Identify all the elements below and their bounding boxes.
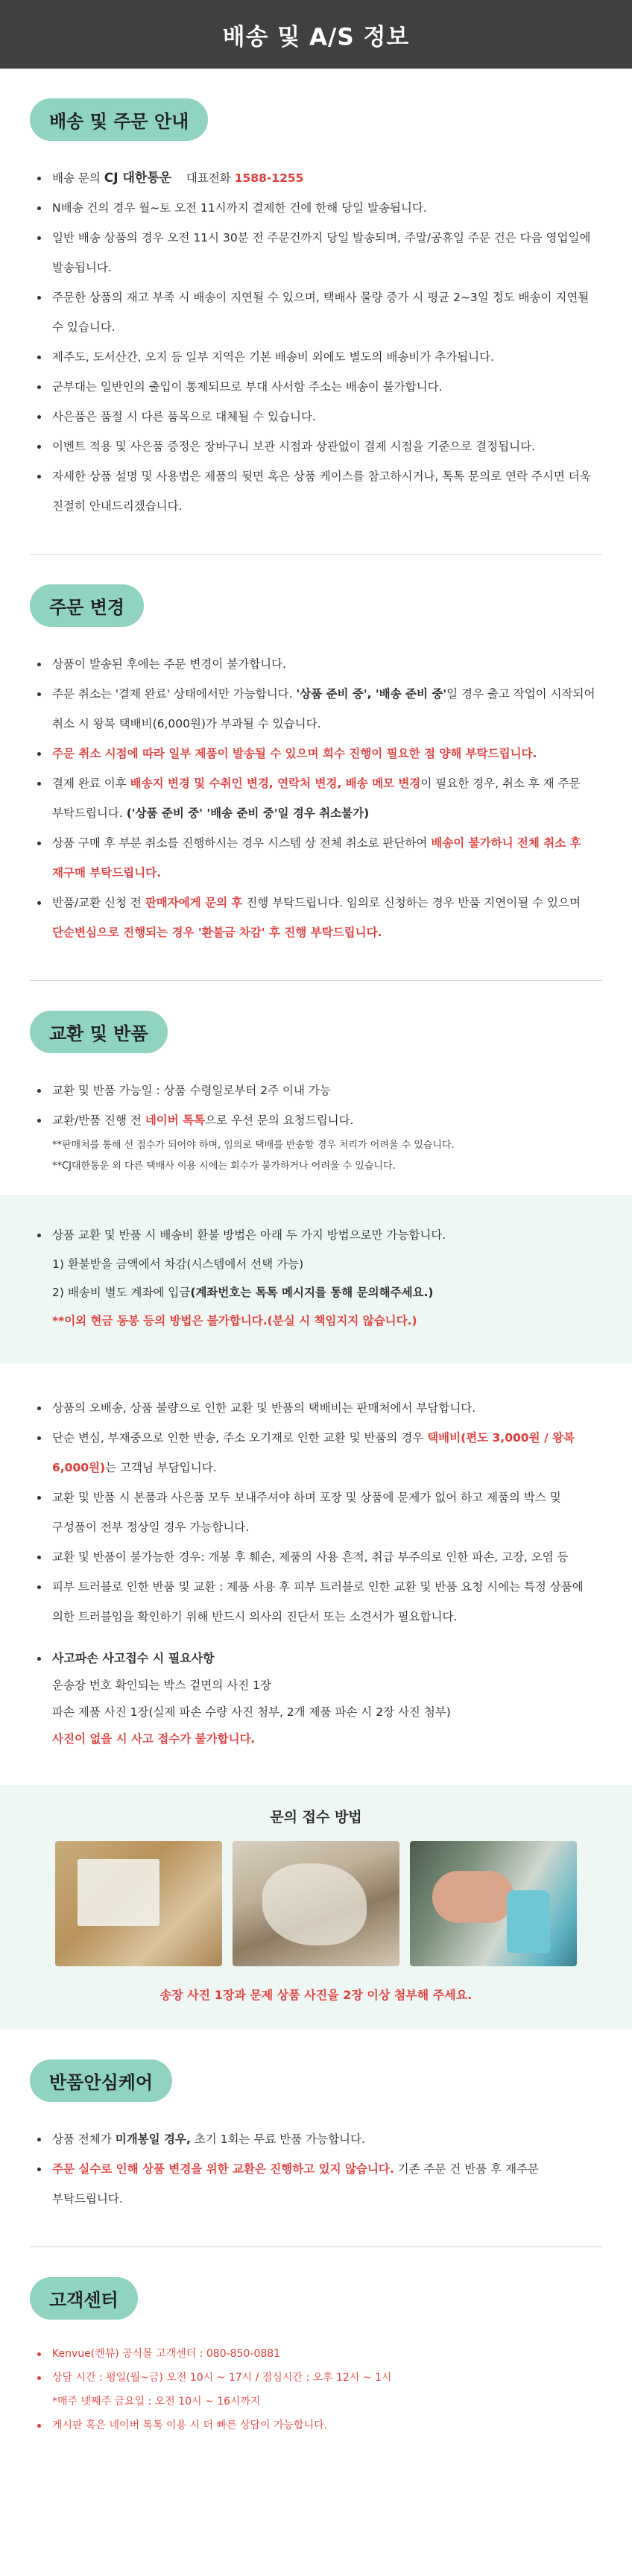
list-item: 자세한 상품 설명 및 사용법은 제품의 뒷면 혹은 상품 케이스를 참고하시거나, 톡톡 문의로 연락 주시면 더욱 친절히 안내드리겠습니다. [30,461,602,521]
list-item: 상담 시간 : 평일(월~금) 오전 10시 ~ 17시 / 점심시간 : 오후 12시 ~ 1시 [30,2366,602,2390]
text: 는 고객님 부담입니다. [105,1461,217,1474]
list-item [30,679,602,739]
list-item: 주문 취소 시점에 따라 일부 제품이 발송될 수 있으며 회수 진행이 필요한 점 양해 부탁드립니다. [30,739,602,768]
exchange-note: **CJ대한통운 외 다른 택배사 이용 시에는 회수가 불가하거나 어려울 수 있습니다. [52,1161,396,1172]
exchange-list [30,1076,602,1135]
return-care-section [0,2030,632,2247]
list-item: 일반 배송 상품의 경우 오전 11시 30분 전 주문건까지 당일 발송되며, 주말/공휴일 주문 건은 다음 영업일에 발송됩니다. [30,223,602,282]
list-item [30,888,602,947]
exchange-pill: 교환 및 반품 [30,1011,168,1053]
inquiry-title: 문의 접수 방법 [270,1809,362,1825]
text: 주문 취소는 '결제 완료' 상태에서만 가능합니다. [52,687,297,701]
text-red: 배송지 변경 및 수취인 변경, 연락처 변경, 배송 메모 변경 [130,777,421,790]
list-item [30,828,602,888]
text-bold: 미개봉일 경우, [115,2133,191,2146]
exchange-detail-section [0,1363,632,1785]
text: 반품/교환 신청 전 [52,896,145,909]
page-title: 배송 및 A/S 정보 [222,23,410,51]
text-red: 배송이 불가하니 전체 취소 후 재구매 부탁드립니다. [52,836,581,880]
shipping-pill: 배송 및 주문 안내 [30,98,208,141]
phone-number: 1588-1255 [234,171,304,185]
list-item: 주문한 상품의 재고 부족 시 배송이 지연될 수 있으며, 택배사 물량 증가 시 평균 2~3일 정도 배송이 지연될 수 있습니다. [30,282,602,342]
damaged-product-photo [410,1841,577,1966]
list-item: 이벤트 적용 및 사은품 증정은 장바구니 보관 시점과 상관없이 결제 시점을 기준으로 결정됩니다. [30,432,602,461]
inquiry-box [0,1785,632,2030]
refund-warning: **이외 현금 동봉 등의 방법은 불가합니다.(분실 시 책임지지 않습니다.) [52,1314,417,1328]
text: 교환/반품 진행 전 [52,1114,145,1127]
photo-row [30,1841,602,1966]
accident-title: 사고파손 사고접수 시 필요사항 [30,1645,602,1672]
exchange-detail-list [30,1393,602,1632]
list-item [30,1105,602,1135]
list-item [30,1423,602,1483]
text-bold: (계좌번호는 톡톡 메시지를 통해 문의해주세요.) [190,1286,434,1299]
list-item: 게시판 혹은 네이버 톡톡 이용 시 더 빠른 상담이 가능합니다. [30,2414,602,2437]
accident-warning: 사진이 없을 시 사고 접수가 불가합니다. [52,1732,256,1746]
list-item: 상품의 오배송, 상품 불량으로 인한 교환 및 반품의 택배비는 판매처에서 부담합니다. [30,1393,602,1423]
bottle-shape [507,1890,550,1953]
text-red: 단순변심으로 진행되는 경우 '환불금 차감' 후 진행 부탁드립니다. [52,926,382,939]
refund-method-list [30,1220,602,1250]
shipping-section [0,69,632,554]
inquiry-caption: 송장 사진 1장과 문제 상품 사진을 2장 이상 첨부해 주세요. [159,1988,473,2002]
list-item: N배송 건의 경우 월~토 오전 11시까지 결제한 건에 한해 당일 발송됩니다. [30,193,602,223]
text: 2) 배송비 별도 계좌에 입금 [52,1286,191,1299]
text-red: 택배비(편도 3,000원 / 왕복 6,000원) [52,1431,575,1474]
list-item: Kenvue(켄뷰) 공식몰 고객센터 : 080-850-0881 [30,2342,602,2366]
text: 초기 1회는 무료 반품 가능합니다. [190,2133,365,2146]
header-bar [0,0,632,69]
list-item: 교환 및 반품 시 본품과 사은품 모두 보내주셔야 하며 포장 및 상품에 문제가 없어 하고 제품의 박스 및 구성품이 전부 정상일 경우 가능합니다. [30,1483,602,1542]
text: 일 경우 출고 작업이 시작되어 취소 시 왕복 택배비(6,000원)가 부과될 수 있습니다. [52,687,595,730]
text: 상품 구매 후 부분 취소를 진행하시는 경우 시스템 상 전체 취소로 판단하여 [52,836,432,850]
list-item [30,2154,602,2214]
text-bold: '상품 준비 중', '배송 준비 중' [296,687,447,701]
list-item: 사은품은 품절 시 다른 품목으로 대체될 수 있습니다. [30,402,602,432]
return-care-list [30,2124,602,2214]
list-item: 상품이 발송된 후에는 주문 변경이 불가합니다. [30,649,602,679]
text: 기존 주문 건 반품 후 재주문 부탁드립니다. [52,2162,540,2206]
order-change-list [30,649,602,947]
shipping-list [30,163,602,521]
list-item: 상품 교환 및 반품 시 배송비 환불 방법은 아래 두 가지 방법으로만 가능합니다. [30,1220,602,1250]
courier-name: CJ 대한통운 [104,171,172,186]
text-red: 주문 실수로 인해 상품 변경을 위한 교환은 진행하고 있지 않습니다. [52,2162,394,2176]
list-item [30,2124,602,2154]
damaged-box-photo [233,1841,399,1966]
list-item: 제주도, 도서산간, 오지 등 일부 지역은 기본 배송비 외에도 별도의 배송비가 추가됩니다. [30,342,602,372]
refund-option-2 [30,1278,602,1307]
customer-center-section [0,2247,632,2470]
bag-shape [262,1863,367,1945]
refund-method-box [0,1195,632,1363]
refund-option-1: 1) 환불받을 금액에서 차감(시스템에서 선택 가능) [52,1257,304,1271]
return-care-pill: 반품안심케어 [30,2059,172,2102]
waybill-photo [55,1841,222,1966]
exchange-section [0,981,632,1195]
list-item [30,163,602,193]
text-red: 판매자에게 문의 후 [145,896,243,909]
text-red: 네이버 톡톡 [145,1114,206,1127]
text: 으로 우선 문의 요청드립니다. [205,1114,354,1127]
text: 이 필요한 경우, 취소 후 재 주문 부탁드립니다. [52,777,581,820]
order-change-section [0,555,632,980]
text: 결제 완료 이후 [52,777,130,790]
list-item: 교환 및 반품이 불가능한 경우: 개봉 후 훼손, 제품의 사용 흔적, 취급 부주의로 인한 파손, 고장, 오염 등 [30,1542,602,1572]
label-shape [78,1859,159,1926]
text: 상품 전체가 [52,2133,116,2146]
phone-label: 대표전화 [186,171,235,185]
shipping-inquiry-label: 배송 문의 [52,171,104,185]
exchange-note: **판매처를 통해 선 접수가 되어야 하며, 임의로 택배를 반송할 경우 처리가 어려울 수 있습니다. [52,1140,455,1151]
list-item: 피부 트러블로 인한 반품 및 교환 : 제품 사용 후 피부 트러블로 인한 교환 및 반품 요청 시에는 특정 상품에 의한 트러블임을 확인하기 위해 반드시 의사의 진단서 또는 소견서가 필요합니다. [30,1572,602,1632]
list-item: *매주 넷째주 금요일 : 오전 10시 ~ 16시까지 [52,2396,261,2408]
text-bold: ('상품 준비 중' '배송 준비 중'일 경우 취소불가) [126,806,370,820]
customer-center-pill: 고객센터 [30,2277,138,2320]
text: 단순 변심, 부재중으로 인한 반송, 주소 오기재로 인한 교환 및 반품의 경우 [52,1431,428,1445]
accident-line: 운송장 번호 확인되는 박스 겉면의 사진 1장 [52,1679,271,1692]
customer-center-list [30,2342,602,2437]
list-item [30,768,602,828]
hand-shape [432,1871,514,1923]
accident-line: 파손 제품 사진 1장(실제 파손 수량 사진 첨부, 2개 제품 파손 시 2장 사진 첨부) [52,1705,451,1719]
order-change-pill: 주문 변경 [30,584,144,627]
list-item: 교환 및 반품 가능일 : 상품 수령일로부터 2주 이내 가능 [30,1076,602,1105]
text: 진행 부탁드립니다. 임의로 신청하는 경우 반품 지연이될 수 있으며 [242,896,581,909]
list-item: 군부대는 일반인의 출입이 통제되므로 부대 사서함 주소는 배송이 불가합니다. [30,372,602,402]
